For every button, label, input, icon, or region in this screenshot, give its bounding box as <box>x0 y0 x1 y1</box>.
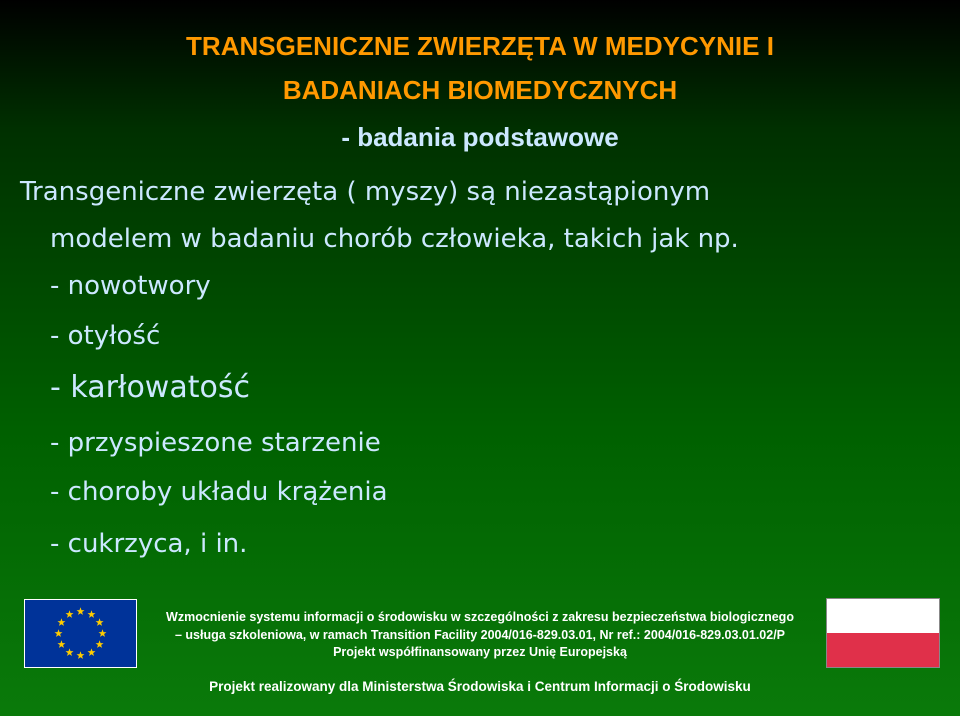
poland-flag-red-stripe <box>827 633 939 667</box>
footer-project-line-1: Wzmocnienie systemu informacji o środowisku w szczególności z zakresu bezpieczeństwa biologicznego <box>166 610 794 624</box>
footer-project-line-2: – usługa szkoleniowa, w ramach Transition Facility 2004/016-829.03.01, Nr ref.: 2004/016-829.03.01.02/P <box>174 628 786 642</box>
list-item: - karłowatość <box>50 370 250 405</box>
list-item: - nowotwory <box>50 271 211 301</box>
eu-star-icon <box>66 610 74 618</box>
eu-star-icon <box>66 648 74 656</box>
eu-star-icon <box>55 629 63 637</box>
slide-title-line-1: TRANSGENICZNE ZWIERZĘTA W MEDYCYNIE I <box>186 31 774 61</box>
slide-title-line-2: BADANIACH BIOMEDYCZNYCH <box>282 75 678 105</box>
intro-text-line-2: modelem w badaniu chorób człowieka, takich jak np. <box>50 224 739 254</box>
footer-ministry-line: Projekt realizowany dla Ministerstwa Środowiska i Centrum Informacji o Środowisku <box>209 679 751 694</box>
list-item: - cukrzyca, i in. <box>50 529 248 559</box>
intro-text-line-1: Transgeniczne zwierzęta ( myszy) są niezastąpionym <box>20 177 711 207</box>
list-item: - otyłość <box>50 321 161 351</box>
poland-flag-icon <box>826 598 940 668</box>
eu-star-icon <box>57 640 65 648</box>
poland-flag-white-stripe <box>827 599 939 633</box>
footer-cofinanced-line: Projekt współfinansowany przez Unię Europejską <box>333 645 627 659</box>
eu-star-icon <box>77 607 85 615</box>
eu-star-icon <box>77 651 85 659</box>
list-item: - choroby układu krążenia <box>50 477 388 507</box>
eu-star-icon <box>96 640 104 648</box>
slide-footer <box>0 596 960 716</box>
list-item: - przyspieszone starzenie <box>50 428 381 458</box>
eu-star-icon <box>57 618 65 626</box>
eu-star-icon <box>88 648 96 656</box>
eu-star-icon <box>99 629 107 637</box>
slide-subtitle: - badania podstawowe <box>341 122 619 152</box>
eu-flag-icon <box>24 599 137 668</box>
eu-star-icon <box>96 618 104 626</box>
eu-star-icon <box>88 610 96 618</box>
